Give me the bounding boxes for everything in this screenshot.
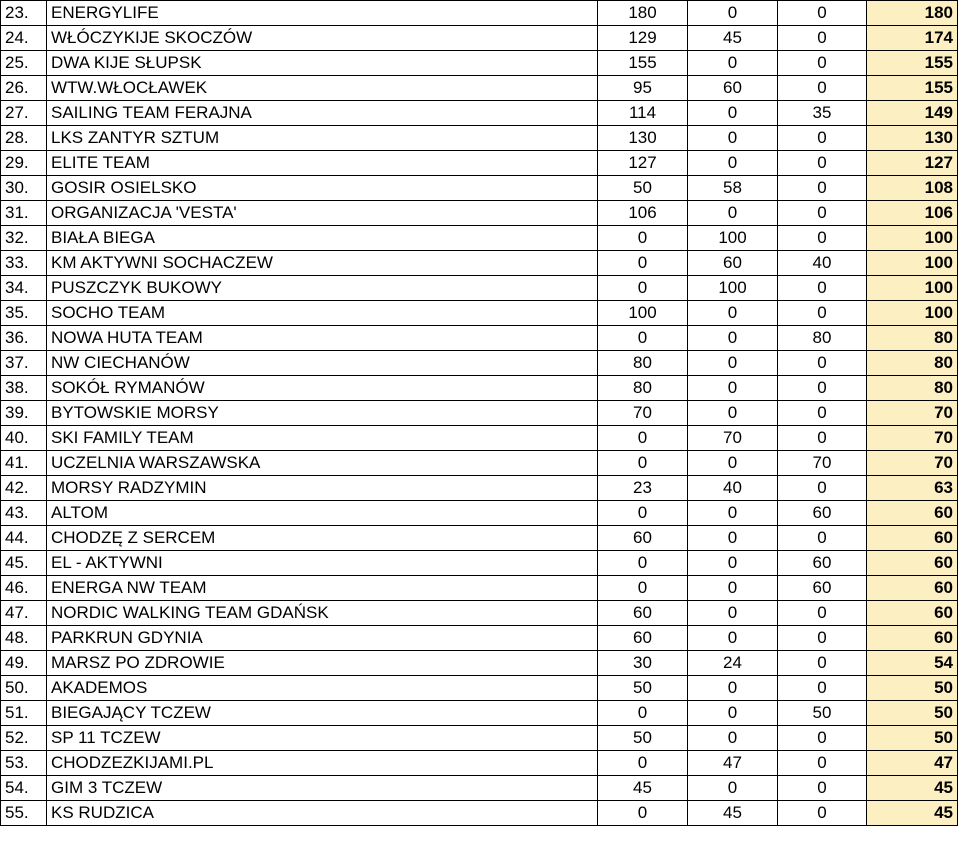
score-2-cell: 40 <box>688 476 778 501</box>
total-score-cell: 100 <box>867 276 958 301</box>
score-3-cell: 0 <box>778 26 867 51</box>
table-row <box>1 176 958 201</box>
team-name-cell: NW CIECHANÓW <box>47 351 598 376</box>
table-row <box>1 501 958 526</box>
score-3-cell: 0 <box>778 76 867 101</box>
score-3-cell: 60 <box>778 551 867 576</box>
table-row <box>1 26 958 51</box>
position-cell: 43. <box>1 501 47 526</box>
score-2-cell: 0 <box>688 301 778 326</box>
score-3-cell: 40 <box>778 251 867 276</box>
score-1-cell: 0 <box>598 701 688 726</box>
position-cell: 34. <box>1 276 47 301</box>
score-3-cell: 0 <box>778 626 867 651</box>
table-row <box>1 151 958 176</box>
position-cell: 42. <box>1 476 47 501</box>
table-row <box>1 351 958 376</box>
score-3-cell: 80 <box>778 326 867 351</box>
table-row <box>1 726 958 751</box>
score-2-cell: 0 <box>688 376 778 401</box>
score-1-cell: 0 <box>598 451 688 476</box>
position-cell: 48. <box>1 626 47 651</box>
score-1-cell: 100 <box>598 301 688 326</box>
total-score-cell: 100 <box>867 251 958 276</box>
score-2-cell: 60 <box>688 251 778 276</box>
position-cell: 39. <box>1 401 47 426</box>
table-row <box>1 526 958 551</box>
team-name-cell: ENERGYLIFE <box>47 1 598 26</box>
score-3-cell: 0 <box>778 176 867 201</box>
position-cell: 41. <box>1 451 47 476</box>
total-score-cell: 50 <box>867 701 958 726</box>
total-score-cell: 47 <box>867 751 958 776</box>
total-score-cell: 60 <box>867 576 958 601</box>
ranking-table-body <box>1 1 958 826</box>
score-3-cell: 0 <box>778 776 867 801</box>
score-2-cell: 58 <box>688 176 778 201</box>
team-name-cell: CHODZĘ Z SERCEM <box>47 526 598 551</box>
position-cell: 46. <box>1 576 47 601</box>
score-1-cell: 114 <box>598 101 688 126</box>
score-2-cell: 0 <box>688 126 778 151</box>
team-name-cell: KM AKTYWNI SOCHACZEW <box>47 251 598 276</box>
score-3-cell: 0 <box>778 301 867 326</box>
score-1-cell: 50 <box>598 176 688 201</box>
score-3-cell: 0 <box>778 51 867 76</box>
team-name-cell: CHODZEZKIJAMI.PL <box>47 751 598 776</box>
score-2-cell: 0 <box>688 326 778 351</box>
total-score-cell: 174 <box>867 26 958 51</box>
team-name-cell: GOSIR OSIELSKO <box>47 176 598 201</box>
table-row <box>1 126 958 151</box>
position-cell: 25. <box>1 51 47 76</box>
table-row <box>1 426 958 451</box>
score-2-cell: 0 <box>688 151 778 176</box>
total-score-cell: 63 <box>867 476 958 501</box>
table-row <box>1 476 958 501</box>
team-name-cell: WŁÓCZYKIJE SKOCZÓW <box>47 26 598 51</box>
table-row <box>1 701 958 726</box>
score-2-cell: 0 <box>688 701 778 726</box>
score-2-cell: 0 <box>688 601 778 626</box>
total-score-cell: 127 <box>867 151 958 176</box>
score-2-cell: 0 <box>688 351 778 376</box>
position-cell: 26. <box>1 76 47 101</box>
team-name-cell: BYTOWSKIE MORSY <box>47 401 598 426</box>
score-3-cell: 0 <box>778 651 867 676</box>
team-name-cell: EL - AKTYWNI <box>47 551 598 576</box>
total-score-cell: 80 <box>867 326 958 351</box>
score-3-cell: 0 <box>778 751 867 776</box>
table-row <box>1 551 958 576</box>
score-1-cell: 80 <box>598 376 688 401</box>
table-row <box>1 326 958 351</box>
score-1-cell: 129 <box>598 26 688 51</box>
table-row <box>1 751 958 776</box>
table-row <box>1 51 958 76</box>
table-row <box>1 601 958 626</box>
table-row <box>1 276 958 301</box>
total-score-cell: 108 <box>867 176 958 201</box>
position-cell: 27. <box>1 101 47 126</box>
score-3-cell: 0 <box>778 201 867 226</box>
table-row <box>1 251 958 276</box>
total-score-cell: 60 <box>867 551 958 576</box>
table-row <box>1 576 958 601</box>
team-name-cell: NORDIC WALKING TEAM GDAŃSK <box>47 601 598 626</box>
score-3-cell: 0 <box>778 726 867 751</box>
team-name-cell: PARKRUN GDYNIA <box>47 626 598 651</box>
position-cell: 30. <box>1 176 47 201</box>
position-cell: 38. <box>1 376 47 401</box>
score-1-cell: 95 <box>598 76 688 101</box>
score-2-cell: 70 <box>688 426 778 451</box>
team-name-cell: ENERGA NW TEAM <box>47 576 598 601</box>
position-cell: 37. <box>1 351 47 376</box>
team-name-cell: MORSY RADZYMIN <box>47 476 598 501</box>
team-name-cell: BIAŁA BIEGA <box>47 226 598 251</box>
score-2-cell: 0 <box>688 776 778 801</box>
position-cell: 31. <box>1 201 47 226</box>
table-row <box>1 301 958 326</box>
score-3-cell: 0 <box>778 376 867 401</box>
team-name-cell: UCZELNIA WARSZAWSKA <box>47 451 598 476</box>
score-1-cell: 0 <box>598 426 688 451</box>
position-cell: 50. <box>1 676 47 701</box>
team-name-cell: SAILING TEAM FERAJNA <box>47 101 598 126</box>
team-name-cell: ELITE TEAM <box>47 151 598 176</box>
table-row <box>1 676 958 701</box>
table-row <box>1 76 958 101</box>
table-row <box>1 376 958 401</box>
score-3-cell: 0 <box>778 476 867 501</box>
table-row <box>1 651 958 676</box>
score-1-cell: 180 <box>598 1 688 26</box>
position-cell: 45. <box>1 551 47 576</box>
score-3-cell: 0 <box>778 526 867 551</box>
team-name-cell: SOCHO TEAM <box>47 301 598 326</box>
total-score-cell: 60 <box>867 526 958 551</box>
table-row <box>1 401 958 426</box>
team-name-cell: ORGANIZACJA 'VESTA' <box>47 201 598 226</box>
score-1-cell: 70 <box>598 401 688 426</box>
total-score-cell: 80 <box>867 376 958 401</box>
position-cell: 33. <box>1 251 47 276</box>
team-name-cell: BIEGAJĄCY TCZEW <box>47 701 598 726</box>
score-2-cell: 47 <box>688 751 778 776</box>
position-cell: 32. <box>1 226 47 251</box>
position-cell: 29. <box>1 151 47 176</box>
score-1-cell: 0 <box>598 801 688 826</box>
score-2-cell: 0 <box>688 451 778 476</box>
total-score-cell: 60 <box>867 601 958 626</box>
score-3-cell: 0 <box>778 151 867 176</box>
position-cell: 47. <box>1 601 47 626</box>
team-name-cell: SP 11 TCZEW <box>47 726 598 751</box>
score-3-cell: 50 <box>778 701 867 726</box>
team-name-cell: SOKÓŁ RYMANÓW <box>47 376 598 401</box>
score-3-cell: 0 <box>778 276 867 301</box>
team-name-cell: ALTOM <box>47 501 598 526</box>
score-2-cell: 0 <box>688 501 778 526</box>
score-3-cell: 0 <box>778 601 867 626</box>
position-cell: 52. <box>1 726 47 751</box>
total-score-cell: 50 <box>867 676 958 701</box>
score-3-cell: 60 <box>778 576 867 601</box>
team-name-cell: LKS ZANTYR SZTUM <box>47 126 598 151</box>
position-cell: 40. <box>1 426 47 451</box>
team-name-cell: AKADEMOS <box>47 676 598 701</box>
total-score-cell: 100 <box>867 301 958 326</box>
position-cell: 36. <box>1 326 47 351</box>
score-3-cell: 0 <box>778 401 867 426</box>
table-row <box>1 776 958 801</box>
score-1-cell: 0 <box>598 576 688 601</box>
score-3-cell: 35 <box>778 101 867 126</box>
score-1-cell: 0 <box>598 501 688 526</box>
score-1-cell: 23 <box>598 476 688 501</box>
score-3-cell: 0 <box>778 351 867 376</box>
score-2-cell: 45 <box>688 26 778 51</box>
total-score-cell: 149 <box>867 101 958 126</box>
position-cell: 53. <box>1 751 47 776</box>
total-score-cell: 180 <box>867 1 958 26</box>
score-2-cell: 0 <box>688 551 778 576</box>
score-3-cell: 70 <box>778 451 867 476</box>
score-1-cell: 0 <box>598 226 688 251</box>
total-score-cell: 60 <box>867 501 958 526</box>
score-2-cell: 60 <box>688 76 778 101</box>
score-2-cell: 0 <box>688 401 778 426</box>
score-1-cell: 0 <box>598 551 688 576</box>
table-row <box>1 451 958 476</box>
score-2-cell: 24 <box>688 651 778 676</box>
score-3-cell: 0 <box>778 676 867 701</box>
position-cell: 24. <box>1 26 47 51</box>
team-name-cell: MARSZ PO ZDROWIE <box>47 651 598 676</box>
score-1-cell: 130 <box>598 126 688 151</box>
score-3-cell: 0 <box>778 426 867 451</box>
score-1-cell: 155 <box>598 51 688 76</box>
table-row <box>1 201 958 226</box>
score-3-cell: 0 <box>778 226 867 251</box>
score-3-cell: 0 <box>778 1 867 26</box>
score-2-cell: 0 <box>688 526 778 551</box>
position-cell: 23. <box>1 1 47 26</box>
total-score-cell: 70 <box>867 426 958 451</box>
score-2-cell: 0 <box>688 626 778 651</box>
position-cell: 35. <box>1 301 47 326</box>
score-1-cell: 60 <box>598 601 688 626</box>
score-1-cell: 127 <box>598 151 688 176</box>
position-cell: 54. <box>1 776 47 801</box>
score-1-cell: 60 <box>598 526 688 551</box>
total-score-cell: 54 <box>867 651 958 676</box>
score-3-cell: 0 <box>778 801 867 826</box>
score-2-cell: 0 <box>688 201 778 226</box>
score-2-cell: 0 <box>688 101 778 126</box>
score-2-cell: 45 <box>688 801 778 826</box>
score-1-cell: 0 <box>598 751 688 776</box>
total-score-cell: 80 <box>867 351 958 376</box>
score-1-cell: 45 <box>598 776 688 801</box>
score-1-cell: 50 <box>598 676 688 701</box>
table-row <box>1 801 958 826</box>
total-score-cell: 70 <box>867 401 958 426</box>
score-2-cell: 100 <box>688 226 778 251</box>
score-1-cell: 0 <box>598 326 688 351</box>
score-1-cell: 106 <box>598 201 688 226</box>
table-row <box>1 101 958 126</box>
position-cell: 55. <box>1 801 47 826</box>
team-name-cell: PUSZCZYK BUKOWY <box>47 276 598 301</box>
score-1-cell: 60 <box>598 626 688 651</box>
team-name-cell: KS RUDZICA <box>47 801 598 826</box>
score-3-cell: 60 <box>778 501 867 526</box>
team-name-cell: GIM 3 TCZEW <box>47 776 598 801</box>
table-row <box>1 626 958 651</box>
team-name-cell: DWA KIJE SŁUPSK <box>47 51 598 76</box>
team-name-cell: WTW.WŁOCŁAWEK <box>47 76 598 101</box>
table-row <box>1 226 958 251</box>
team-name-cell: NOWA HUTA TEAM <box>47 326 598 351</box>
position-cell: 51. <box>1 701 47 726</box>
total-score-cell: 130 <box>867 126 958 151</box>
score-1-cell: 30 <box>598 651 688 676</box>
total-score-cell: 45 <box>867 801 958 826</box>
total-score-cell: 70 <box>867 451 958 476</box>
total-score-cell: 100 <box>867 226 958 251</box>
team-name-cell: SKI FAMILY TEAM <box>47 426 598 451</box>
score-2-cell: 100 <box>688 276 778 301</box>
score-1-cell: 50 <box>598 726 688 751</box>
score-2-cell: 0 <box>688 51 778 76</box>
total-score-cell: 106 <box>867 201 958 226</box>
score-2-cell: 0 <box>688 576 778 601</box>
total-score-cell: 50 <box>867 726 958 751</box>
position-cell: 49. <box>1 651 47 676</box>
table-row <box>1 1 958 26</box>
score-3-cell: 0 <box>778 126 867 151</box>
position-cell: 28. <box>1 126 47 151</box>
score-1-cell: 0 <box>598 276 688 301</box>
score-2-cell: 0 <box>688 676 778 701</box>
total-score-cell: 60 <box>867 626 958 651</box>
total-score-cell: 45 <box>867 776 958 801</box>
score-2-cell: 0 <box>688 726 778 751</box>
score-1-cell: 80 <box>598 351 688 376</box>
total-score-cell: 155 <box>867 51 958 76</box>
position-cell: 44. <box>1 526 47 551</box>
total-score-cell: 155 <box>867 76 958 101</box>
score-2-cell: 0 <box>688 1 778 26</box>
score-1-cell: 0 <box>598 251 688 276</box>
